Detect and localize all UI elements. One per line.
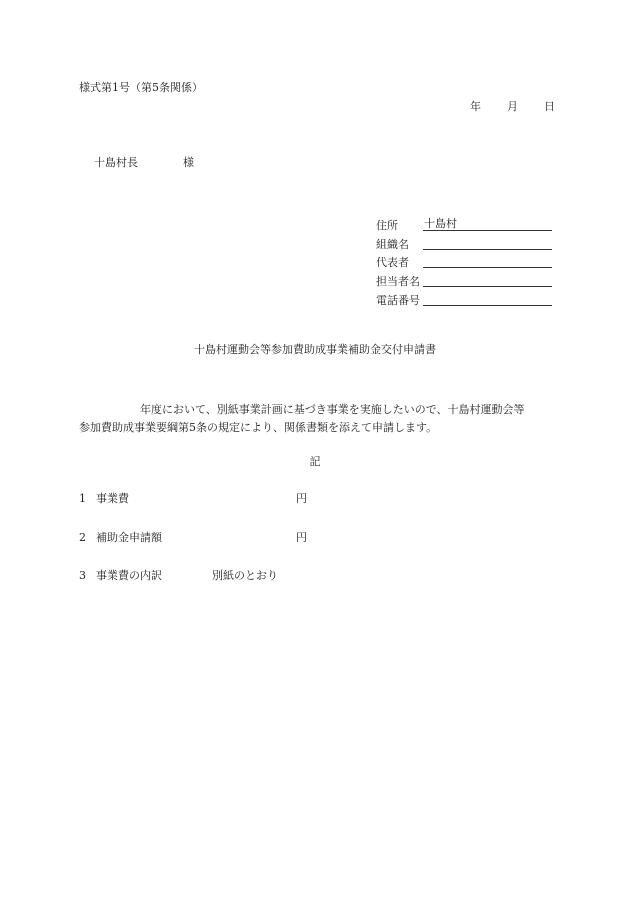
item-unit: 円 <box>296 530 307 544</box>
phone-field[interactable] <box>423 293 552 306</box>
applicant-block <box>376 212 552 306</box>
item-value: 別紙のとおり <box>212 569 278 582</box>
contact-person-label: 担当者名 <box>376 275 420 289</box>
applicant-row-contact-person <box>376 268 552 287</box>
address-field[interactable]: 十島村 <box>423 218 552 231</box>
representative-field[interactable] <box>423 255 552 268</box>
item-label: 補助金申請額 <box>96 530 162 544</box>
applicant-row-organization <box>376 231 552 250</box>
form-number: 様式第1号（第5条関係） <box>79 81 203 94</box>
body-line-1: 年度において、別紙事業計画に基づき事業を実施したいので、十島村運動会等 <box>140 403 525 416</box>
organization-field[interactable] <box>423 237 552 250</box>
applicant-row-representative <box>376 250 552 269</box>
item-unit: 円 <box>296 492 307 505</box>
organization-label: 組織名 <box>376 237 409 251</box>
address-label: 住所 <box>376 218 398 232</box>
item-number: 1 <box>79 492 86 505</box>
addressee-name: 十島村長 <box>94 156 138 169</box>
date-row <box>470 101 555 112</box>
item-label: 事業費 <box>96 492 129 505</box>
date-month: 月 <box>507 100 518 113</box>
body-line-2: 参加費助成事業要綱第5条の規定により、関係書類を添えて申請します。 <box>79 421 438 434</box>
ki-heading: 記 <box>309 455 321 468</box>
item-number: 2 <box>79 530 86 544</box>
applicant-row-phone <box>376 287 552 306</box>
addressee-honorific: 様 <box>183 156 194 169</box>
date-year: 年 <box>470 100 481 113</box>
document-title: 十島村運動会等参加費助成事業補助金交付申請書 <box>194 343 436 356</box>
contact-person-field[interactable] <box>423 274 552 287</box>
addressee <box>94 157 194 168</box>
representative-label: 代表者 <box>376 256 409 270</box>
item-label: 事業費の内訳 <box>96 569 162 582</box>
body-text <box>79 401 554 437</box>
date-day: 日 <box>544 100 555 113</box>
item-number: 3 <box>79 569 86 582</box>
phone-label: 電話番号 <box>376 293 420 307</box>
applicant-row-address <box>376 212 552 231</box>
